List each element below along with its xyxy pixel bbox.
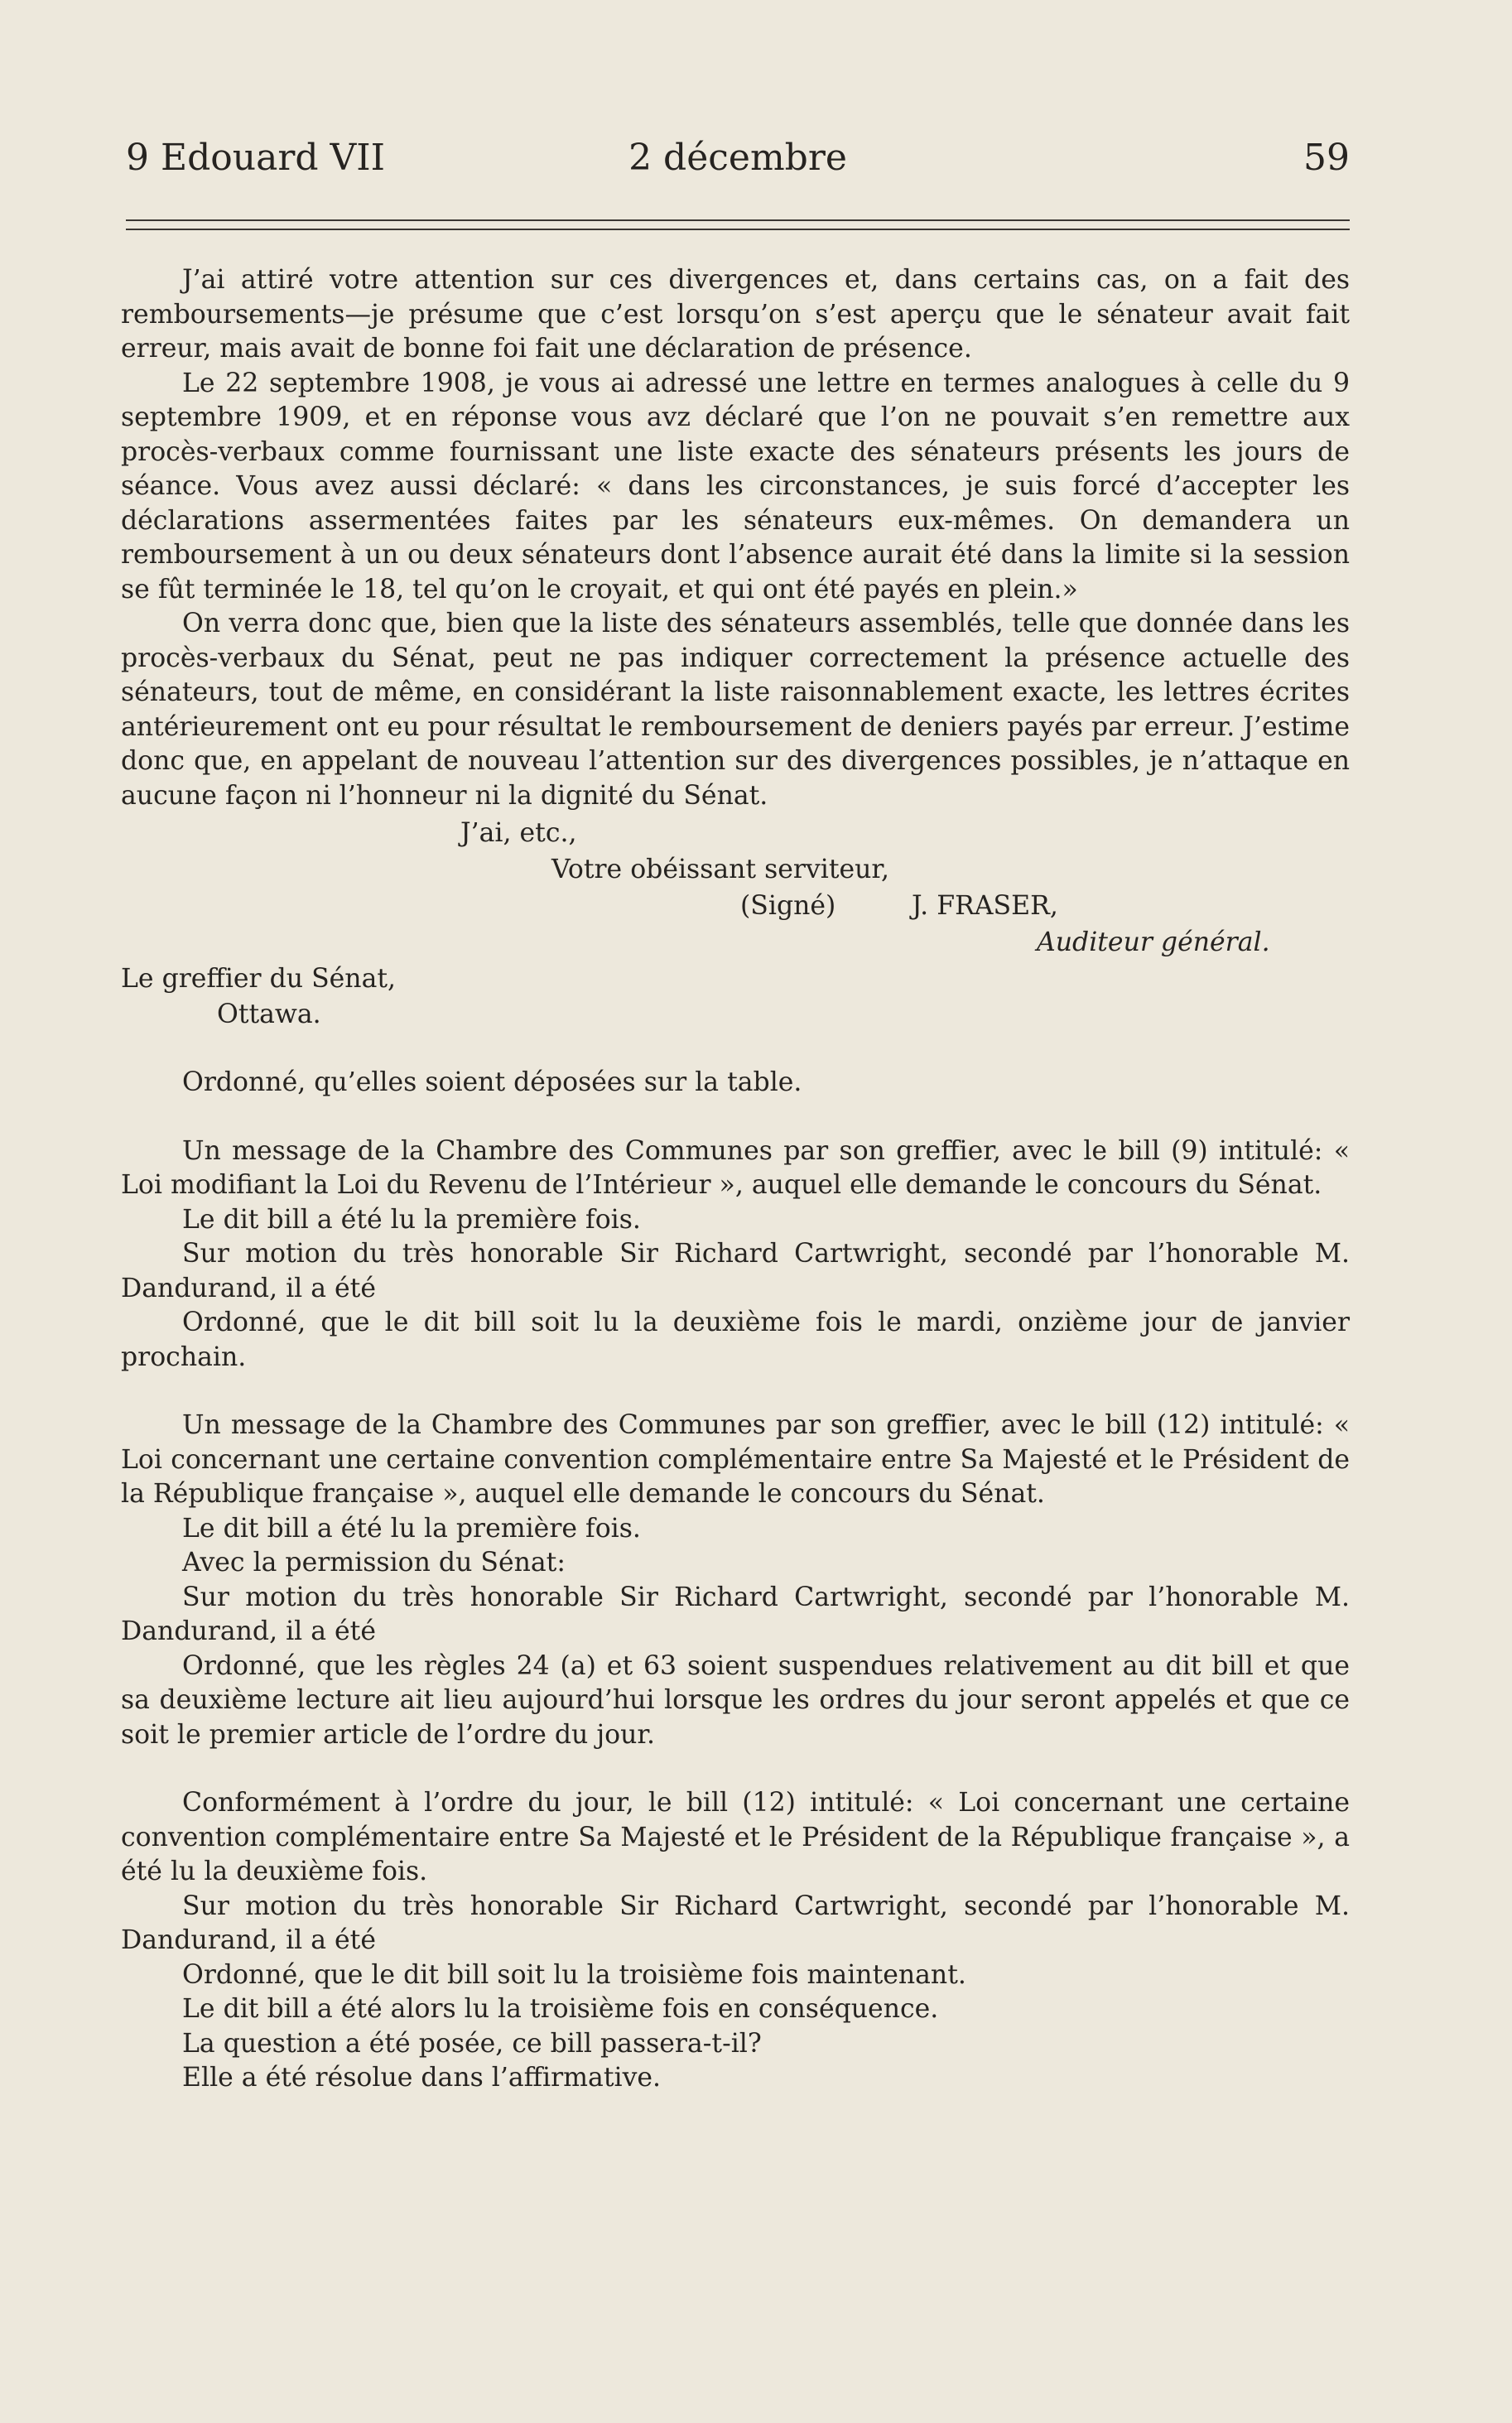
motion: Sur motion du très honorable Sir Richard Cartwright, secondé par l’honorable M. Dandurand, il a été — [121, 1891, 1350, 1955]
order: Ordonné, que le dit bill soit lu la troisième fois maintenant. — [182, 1959, 966, 1990]
first-reading: Le dit bill a été lu la première fois. — [182, 1513, 641, 1544]
ordonne-deposees: Ordonné, qu’elles soient déposées sur la table. — [182, 1067, 802, 1097]
closing-servant: Votre obéissant serviteur, — [551, 855, 890, 884]
addressee-city: Ottawa. — [217, 1000, 321, 1029]
order: Ordonné, que le dit bill soit lu la deuxième fois le mardi, onzième jour de janvier prochain. — [121, 1308, 1350, 1372]
header-date: 2 décembre — [628, 137, 847, 179]
letter-paragraph: J’ai attiré votre attention sur ces divergences et, dans certains cas, on a fait des remboursements—je présume que c’est lorsqu’on s’est aperçu que le sénateur avait fait erreur, mais avait de bonne foi fait une déclaration de présence. — [121, 265, 1350, 364]
permission: Avec la permission du Sénat: — [182, 1548, 566, 1578]
header-rule-top — [126, 219, 1350, 221]
signature-name: J. FRASER, — [912, 891, 1058, 921]
header-rule-bottom — [126, 229, 1350, 230]
message-bill-9: Un message de la Chambre des Communes par son greffier, avec le bill (9) intitulé: « Loi modifiant la Loi du Revenu de l’Intérieur », auquel elle demande le concours du Sénat. — [121, 1135, 1350, 1200]
third-reading: Le dit bill a été alors lu la troisième fois en conséquence. — [182, 1994, 939, 2024]
first-reading: Le dit bill a été lu la première fois. — [182, 1204, 641, 1235]
page-body — [121, 263, 1350, 2096]
signature-title: Auditeur général. — [1037, 927, 1270, 957]
motion: Sur motion du très honorable Sir Richard Cartwright, secondé par l’honorable M. Dandurand, il a été — [121, 1239, 1350, 1303]
closing-etc: J’ai, etc., — [460, 818, 577, 848]
order: Ordonné, que les règles 24 (a) et 63 soient suspendues relativement au dit bill et que sa deuxième lecture ait lieu aujourd’hui lorsque les ordres du jour seront appelés et que ce soit le premier article de l’ordre du jour. — [121, 1650, 1350, 1750]
result: Elle a été résolue dans l’affirmative. — [182, 2063, 662, 2093]
letter-paragraph: Le 22 septembre 1908, je vous ai adressé une lettre en termes analogues à celle du 9 septembre 1909, et en réponse vous avz déclaré que l’on ne pouvait s’en remettre aux procès-verbaux comme fournissant une liste exacte des sénateurs présents les jours de séance. Vous avez aussi déclaré: « dans les circonstances, je suis forcé d’accepter les déclarations assermentées faites par les sénateurs eux-mêmes. On demandera un remboursement à un ou deux sénateurs dont l’absence aurait été dans la limite si la session se fût terminée le 18, tel qu’on le croyait, et qui ont été payés en plein.» — [121, 368, 1350, 605]
message-bill-12: Un message de la Chambre des Communes par son greffier, avec le bill (12) intitulé: « Loi concernant une certaine convention complémentaire entre Sa Majesté et le Président de la République française », auquel elle demande le concours du Sénat. — [121, 1410, 1350, 1509]
motion: Sur motion du très honorable Sir Richard Cartwright, secondé par l’honorable M. Dandurand, il a été — [121, 1582, 1350, 1646]
page-number: 59 — [1303, 137, 1350, 179]
second-reading: Conformément à l’ordre du jour, le bill (12) intitulé: « Loi concernant une certaine convention complémentaire entre Sa Majesté et le Président de la République française », a été lu la deuxième fois. — [121, 1788, 1350, 1886]
letter-paragraph: On verra donc que, bien que la liste des sénateurs assemblés, telle que donnée dans les procès-verbaux du Sénat, peut ne pas indiquer correctement la présence actuelle des sénateurs, tout de même, en considérant la liste raisonnablement exacte, les lettres écrites antérieurement ont eu pour résultat le remboursement de deniers payés par erreur. J’estime donc que, en appelant de nouveau l’attention sur des divergences possibles, je n’attaque en aucune façon ni l’honneur ni la dignité du Sénat. — [121, 609, 1350, 811]
letter-closing — [121, 813, 1350, 1066]
signature-signe: (Signé) — [740, 891, 836, 921]
question: La question a été posée, ce bill passera-t-il? — [182, 2028, 762, 2059]
page-header — [126, 137, 1350, 186]
addressee: Le greffier du Sénat, — [121, 964, 397, 994]
header-regnal-year: 9 Edouard VII — [126, 137, 386, 179]
